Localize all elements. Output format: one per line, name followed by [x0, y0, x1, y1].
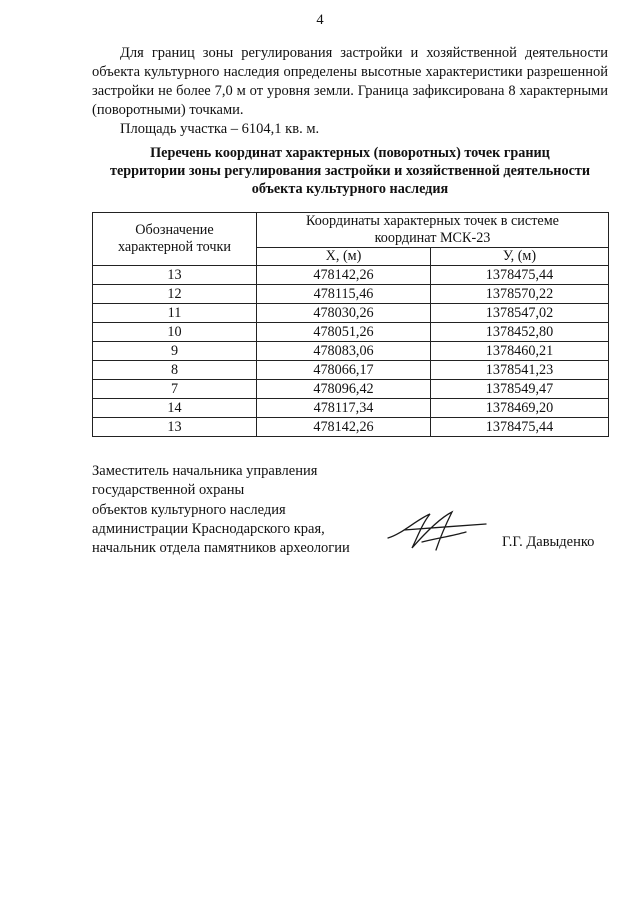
coordinates-table [92, 212, 609, 437]
cell-y: 1378547,02 [431, 304, 609, 323]
signer-position-line: администрации Краснодарского края, [92, 520, 325, 537]
header-y: У, (м) [431, 248, 609, 266]
cell-y: 1378469,20 [431, 399, 609, 418]
header-text: Координаты характерных точек в системе [306, 213, 559, 229]
cell-x: 478117,34 [257, 399, 431, 418]
cell-x: 478051,26 [257, 323, 431, 342]
signer-name: Г.Г. Давыденко [502, 534, 595, 550]
cell-point: 10 [93, 323, 257, 342]
header-point-designation [93, 213, 257, 266]
list-title-line: территории зоны регулирования застройки и хозяйственной деятельности [109, 163, 591, 179]
table-row [93, 342, 609, 361]
signer-position-line: государственной охраны [92, 482, 245, 499]
table-row [93, 380, 609, 399]
header-text: Обозначение [135, 222, 214, 238]
cell-x: 478030,26 [257, 304, 431, 323]
cell-point: 14 [93, 399, 257, 418]
intro-text [92, 44, 608, 139]
cell-y: 1378452,80 [431, 323, 609, 342]
table-row [93, 361, 609, 380]
page-number: 4 [316, 12, 324, 28]
coordinates-list-title [92, 144, 608, 198]
cell-point: 7 [93, 380, 257, 399]
cell-y: 1378475,44 [431, 266, 609, 285]
cell-point: 12 [93, 285, 257, 304]
signer-position-line: Заместитель начальника управления [92, 463, 318, 479]
table-row [93, 285, 609, 304]
signer-position-line: начальник отдела памятников археологии [92, 540, 350, 557]
list-title-line: объекта культурного наследия [251, 181, 449, 197]
cell-point: 13 [93, 266, 257, 285]
list-title-line: Перечень координат характерных (поворотных) точек границ [150, 145, 550, 161]
header-x: X, (м) [257, 248, 431, 266]
cell-y: 1378549,47 [431, 380, 609, 399]
table-row [93, 304, 609, 323]
header-coordinates [257, 213, 609, 248]
cell-point: 9 [93, 342, 257, 361]
table-row [93, 418, 609, 437]
cell-x: 478115,46 [257, 285, 431, 304]
table-row [93, 399, 609, 418]
cell-x: 478096,42 [257, 380, 431, 399]
cell-y: 1378570,22 [431, 285, 609, 304]
cell-y: 1378475,44 [431, 418, 609, 437]
cell-y: 1378541,23 [431, 361, 609, 380]
cell-y: 1378460,21 [431, 342, 609, 361]
cell-x: 478142,26 [257, 418, 431, 437]
table-row [93, 266, 609, 285]
handwritten-signature [382, 508, 492, 554]
cell-point: 8 [93, 361, 257, 380]
cell-point: 13 [93, 418, 257, 437]
signer-position-line: объектов культурного наследия [92, 501, 286, 518]
table-row [93, 323, 609, 342]
header-text: характерной точки [117, 239, 232, 255]
cell-x: 478066,17 [257, 361, 431, 380]
cell-point: 11 [93, 304, 257, 323]
cell-x: 478083,06 [257, 342, 431, 361]
area-line: Площадь участка – 6104,1 кв. м. [120, 121, 320, 137]
cell-x: 478142,26 [257, 266, 431, 285]
intro-paragraph: Для границ зоны регулирования застройки и хозяйственной деятельности объекта культурного наследия определены высотные характеристики разрешенной застройки не более 7,0 м от уровня земли. Граница зафиксирована 8 характерными (поворотными) точками. [92, 45, 608, 118]
header-text: координат МСК-23 [374, 230, 491, 246]
